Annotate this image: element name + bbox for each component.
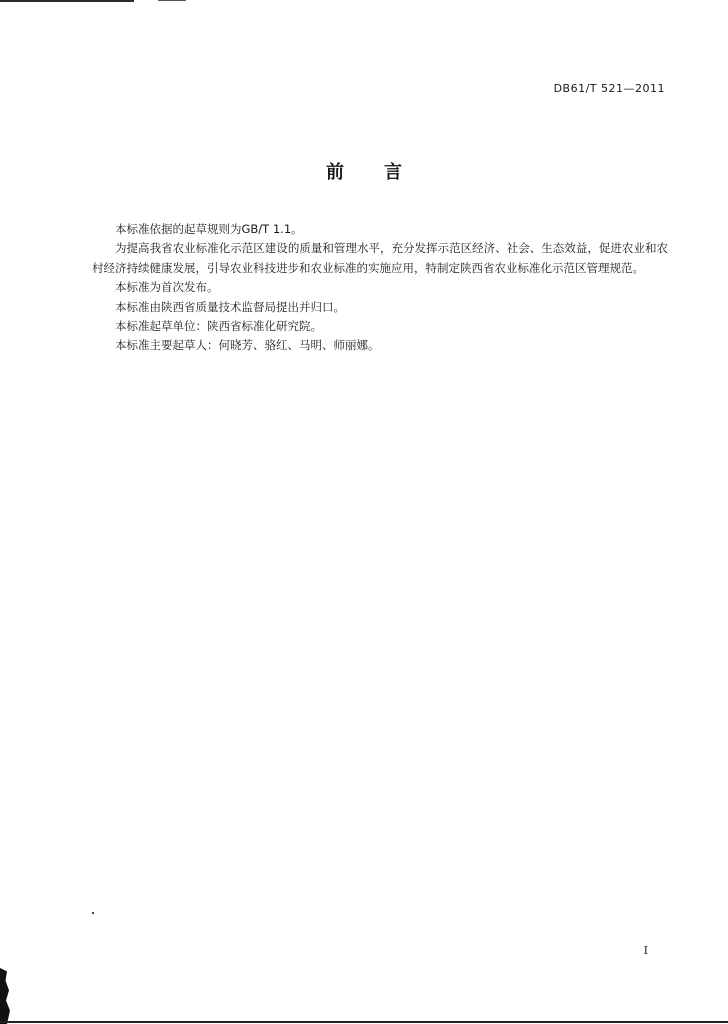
paragraph: 本标准依据的起草规则为GB/T 1.1。 [115, 222, 303, 236]
paragraph: 为提高我省农业标准化示范区建设的质量和管理水平，充分发挥示范区经济、社会、生态效益，促进农业和农村经济持续健康发展，引导农业科技进步和农业标准的实施应用，特制定陕西省农业标准化示范区管理规范。 [92, 241, 668, 275]
paragraph: 本标准主要起草人：何晓芳、骆红、马明、师丽娜。 [115, 338, 380, 353]
document-code: DB61/T 521—2011 [553, 82, 665, 95]
page-title [0, 158, 728, 184]
scan-edge-line [0, 1021, 728, 1023]
title-char: 言 [384, 162, 402, 183]
paragraph: 本标准由陕西省质量技术监督局提出并归口。 [115, 299, 345, 314]
foreword-body [92, 220, 668, 356]
scan-edge-line [0, 0, 134, 2]
title-char: 前 [326, 162, 344, 183]
paragraph: 本标准为首次发布。 [115, 280, 219, 295]
scan-edge-line [158, 0, 186, 1]
paragraph: 本标准起草单位：陕西省标准化研究院。 [115, 319, 322, 334]
binding-mark [0, 968, 10, 1024]
page-number: I [643, 944, 648, 957]
scan-speck [92, 912, 94, 914]
